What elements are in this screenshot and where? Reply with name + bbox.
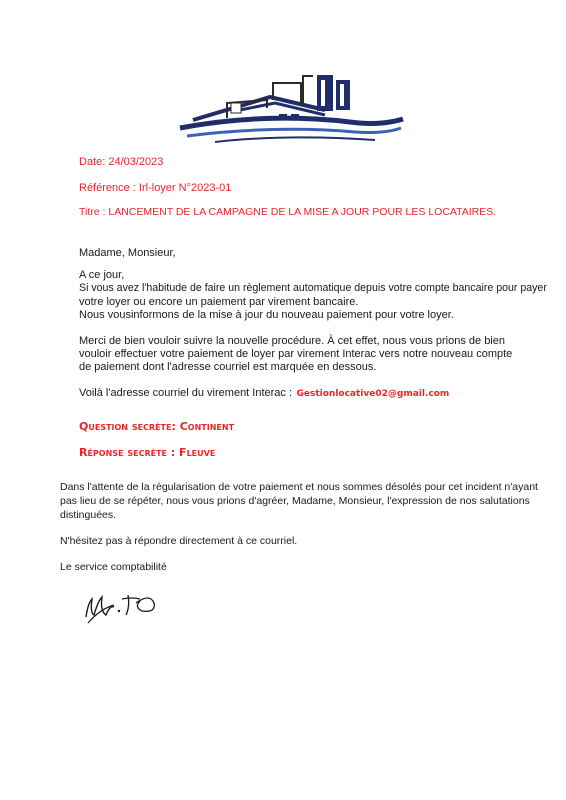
secret-answer: Réponse secrète : Fleuve: [79, 446, 216, 459]
closing-line3: distinguées.: [60, 509, 117, 521]
letter-date: Date: 24/03/2023: [79, 156, 164, 168]
interac-email-link[interactable]: Gestionlocative02@gmail.com: [296, 389, 450, 399]
signoff: Le service comptabilité: [60, 561, 167, 573]
salutation: Madame, Monsieur,: [79, 247, 176, 259]
signature-icon: [80, 585, 170, 630]
reply-note: N'hésitez pas à répondre directement à ce courriel.: [60, 535, 298, 547]
secret-question: Question secrète: Continent: [79, 420, 235, 433]
letter-title: Titre : LANCEMENT DE LA CAMPAGNE DE LA MISE A JOUR POUR LES LOCATAIRES.: [79, 206, 497, 218]
p2-line1: Merci de bien vouloir suivre la nouvelle procédure. À cet effet, nous vous prions de bien: [79, 335, 505, 347]
p1-line1: A ce jour,: [79, 269, 125, 281]
company-logo: [175, 70, 405, 155]
letter-reference: Référence : Irl-loyer N°2023-01: [79, 182, 232, 194]
closing-line2: pas lieu de se répéter, nous vous prions d'agréer, Madame, Monsieur, l'expression de nos salutations: [60, 495, 530, 507]
p1-line3: votre loyer ou encore un paiement par virement bancaire.: [79, 296, 359, 308]
email-intro: Voilà l'adresse courriel du virement Interac :: [79, 387, 293, 399]
p2-line2: vouloir effectuer votre paiement de loyer par virement Interac vers notre nouveau compte: [79, 348, 513, 360]
p1-line2: Si vous avez l'habitude de faire un règlement automatique depuis votre compte bancaire pour payer: [79, 282, 547, 294]
p2-line3: de paiement dont l'adresse courriel est marquée en dessous.: [79, 361, 377, 373]
p1-line4: Nous vousinformons de la mise à jour du nouveau paiement pour votre loyer.: [79, 309, 454, 321]
closing-line1: Dans l'attente de la régularisation de votre paiement et nous sommes désolés pour cet incident n'ayant: [60, 481, 538, 493]
